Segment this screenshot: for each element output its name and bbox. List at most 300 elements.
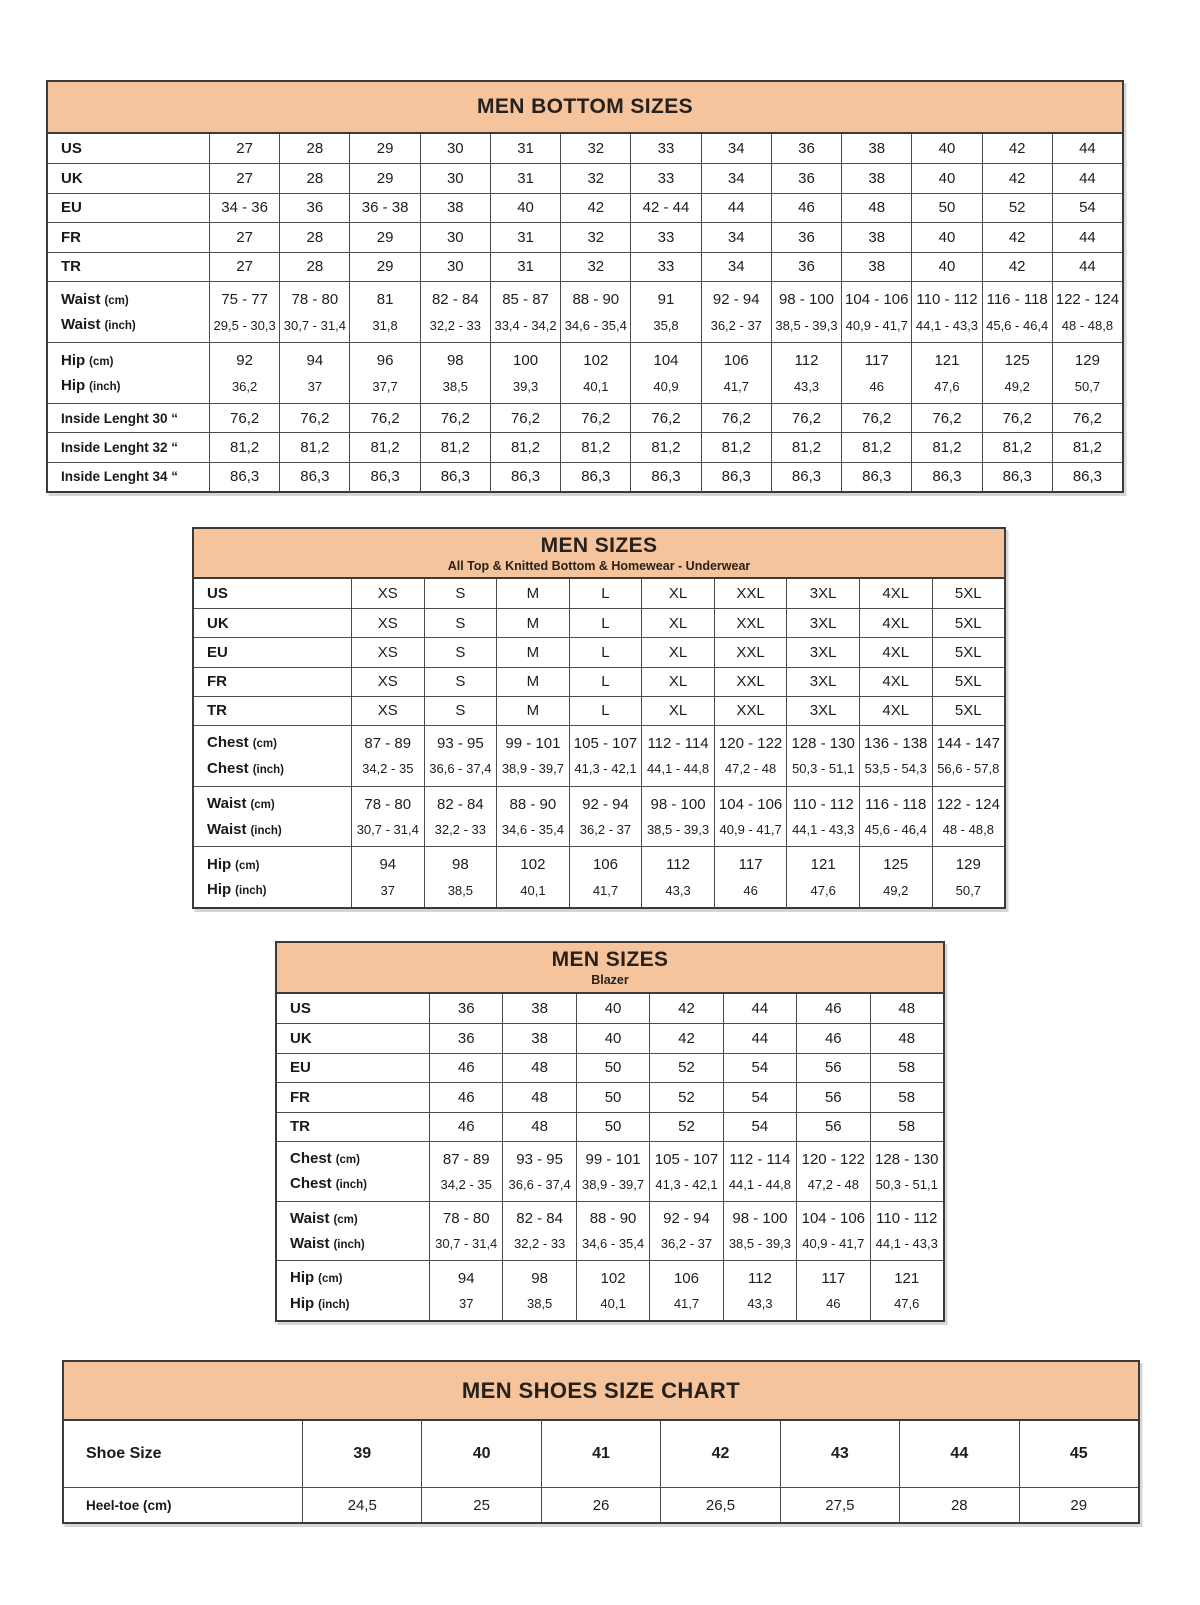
- size-value-cell: [496, 787, 569, 847]
- value-cm: 120 - 122: [801, 1150, 866, 1168]
- size-value-cell: 40: [911, 253, 981, 281]
- men-sizes-top-table: [192, 527, 1006, 909]
- value-inch: 38,5 - 39,3: [728, 1236, 791, 1252]
- size-value-cell: 5XL: [932, 697, 1005, 725]
- size-value-cell: [502, 1202, 575, 1261]
- value-cm: 110 - 112: [876, 1210, 938, 1228]
- size-value-cell: 36: [429, 1024, 502, 1052]
- row-label-line: [290, 1210, 358, 1227]
- row-label-unit: (inch): [252, 764, 284, 776]
- size-value-cell: 4XL: [859, 579, 932, 608]
- size-value-cell: 34: [701, 223, 771, 251]
- size-value-cell: 39: [302, 1421, 421, 1487]
- value-inch: 34,6 - 35,4: [581, 1236, 645, 1252]
- value-inch: 39,3: [512, 378, 539, 394]
- value-inch: 41,3 - 42,1: [655, 1176, 718, 1192]
- size-value-cell: 36: [771, 253, 841, 281]
- value-cm: 117: [821, 1270, 846, 1287]
- size-value-cell: 48: [870, 994, 943, 1023]
- row-label-unit: (inch): [89, 381, 121, 394]
- size-value-cell: 86,3: [701, 463, 771, 491]
- table-row: [277, 1201, 943, 1261]
- size-value-cell: 44: [723, 1024, 796, 1052]
- row-label-line: [290, 1295, 349, 1312]
- size-value-cell: [841, 343, 911, 403]
- value-cm: 120 - 122: [718, 735, 783, 753]
- table-row: [194, 667, 1004, 696]
- row-label: [277, 1261, 429, 1320]
- row-label-text: Waist: [290, 1234, 330, 1252]
- row-label: [48, 164, 209, 192]
- table-row: [277, 1112, 943, 1141]
- row-label-line: [290, 1269, 342, 1286]
- row-label-line: [207, 734, 277, 751]
- size-value-cell: 54: [723, 1083, 796, 1111]
- size-value-cell: 76,2: [560, 404, 630, 432]
- size-value-cell: 86,3: [349, 463, 419, 491]
- value-inch: 47,2 - 48: [807, 1176, 859, 1192]
- row-label: [48, 134, 209, 163]
- size-value-cell: [649, 1142, 722, 1201]
- size-value-cell: [786, 847, 859, 907]
- size-value-cell: 42: [982, 253, 1052, 281]
- size-value-cell: 44: [723, 994, 796, 1023]
- row-label: [48, 223, 209, 251]
- size-value-cell: [576, 1261, 649, 1320]
- value-cm: 129: [1074, 352, 1100, 370]
- value-inch: 40,1: [583, 378, 609, 394]
- size-value-cell: [911, 282, 981, 342]
- size-value-cell: 76,2: [911, 404, 981, 432]
- value-inch: 40,9 - 41,7: [719, 821, 782, 837]
- size-value-cell: 40: [911, 223, 981, 251]
- size-value-cell: 3XL: [786, 697, 859, 725]
- table-row: [194, 846, 1004, 907]
- value-cm: 110 - 112: [792, 795, 854, 813]
- size-value-cell: 58: [870, 1113, 943, 1141]
- size-value-cell: [911, 343, 981, 403]
- row-label-text: EU: [61, 199, 82, 217]
- value-cm: 85 - 87: [502, 291, 549, 309]
- size-value-cell: 30: [420, 134, 490, 163]
- size-value-cell: M: [496, 668, 569, 696]
- value-cm: 82 - 84: [431, 291, 479, 309]
- size-value-cell: 42: [560, 194, 630, 222]
- value-inch: 37,7: [372, 378, 398, 394]
- table-row: [48, 252, 1122, 281]
- table-header-band: [64, 1362, 1138, 1421]
- value-inch: 56,6 - 57,8: [937, 761, 1000, 777]
- size-value-cell: 56: [796, 1083, 869, 1111]
- size-value-cell: 81,2: [560, 433, 630, 461]
- size-value-cell: S: [424, 638, 497, 666]
- size-value-cell: [502, 1142, 575, 1201]
- table-title: MEN SIZES: [540, 533, 658, 557]
- value-inch: 37: [307, 378, 323, 394]
- size-value-cell: M: [496, 638, 569, 666]
- size-value-cell: [630, 282, 700, 342]
- size-value-cell: 86,3: [630, 463, 700, 491]
- table-row: [194, 579, 1004, 608]
- row-label-text: FR: [61, 228, 81, 246]
- value-inch: 34,6 - 35,4: [501, 821, 564, 837]
- row-label: [277, 1054, 429, 1082]
- size-value-cell: [859, 787, 932, 847]
- row-label-text: Waist: [290, 1209, 330, 1227]
- size-value-cell: [351, 787, 424, 847]
- size-value-cell: 29: [349, 134, 419, 163]
- value-cm: 104 - 106: [845, 291, 909, 309]
- size-value-cell: [870, 1202, 943, 1261]
- value-cm: 98 - 100: [778, 291, 835, 309]
- size-value-cell: S: [424, 579, 497, 608]
- value-cm: 105 - 107: [654, 1150, 719, 1168]
- row-label: [194, 668, 351, 696]
- size-value-cell: XS: [351, 638, 424, 666]
- size-value-cell: 28: [279, 223, 349, 251]
- size-value-cell: [424, 847, 497, 907]
- value-inch: 50,7: [955, 882, 981, 898]
- size-value-cell: 81,2: [982, 433, 1052, 461]
- row-label-text: Inside Lenght 32 “: [61, 440, 179, 456]
- table-header-band: [48, 82, 1122, 134]
- value-inch: 38,5: [447, 882, 473, 898]
- value-inch: 36,6 - 37,4: [508, 1176, 571, 1192]
- size-value-cell: [723, 1142, 796, 1201]
- value-inch: 41,7: [592, 882, 619, 898]
- size-value-cell: [859, 726, 932, 786]
- size-value-cell: 81,2: [841, 433, 911, 461]
- value-inch: 41,3 - 42,1: [574, 761, 637, 777]
- row-label-text: Chest: [207, 734, 249, 752]
- value-cm: 102: [600, 1270, 626, 1287]
- size-value-cell: 81,2: [420, 433, 490, 461]
- value-inch: 36,2: [231, 378, 258, 394]
- value-cm: 125: [1004, 352, 1030, 370]
- size-value-cell: 76,2: [771, 404, 841, 432]
- size-value-cell: 44: [1052, 223, 1122, 251]
- value-cm: 104 - 106: [801, 1210, 866, 1228]
- size-value-cell: 33: [630, 134, 700, 163]
- size-value-cell: [569, 847, 642, 907]
- value-cm: 117: [738, 856, 763, 874]
- value-cm: 78 - 80: [291, 291, 339, 309]
- value-cm: 121: [810, 856, 836, 874]
- value-inch: 48 - 48,8: [1061, 317, 1114, 333]
- size-value-cell: 5XL: [932, 638, 1005, 666]
- row-label: [64, 1421, 302, 1487]
- row-label-line: [61, 352, 113, 369]
- size-value-cell: 36: [771, 134, 841, 163]
- value-inch: 44,1 - 43,3: [875, 1236, 938, 1252]
- row-label-line: [207, 821, 282, 838]
- value-cm: 116 - 118: [865, 795, 927, 813]
- row-label-text: UK: [61, 170, 83, 188]
- value-cm: 93 - 95: [516, 1150, 563, 1168]
- size-value-cell: 38: [841, 134, 911, 163]
- value-inch: 48 - 48,8: [942, 821, 994, 837]
- size-value-cell: 86,3: [841, 463, 911, 491]
- size-value-cell: [351, 726, 424, 786]
- value-inch: 40,1: [520, 882, 546, 898]
- size-value-cell: [209, 282, 279, 342]
- size-value-cell: 86,3: [771, 463, 841, 491]
- size-value-cell: 50: [576, 1054, 649, 1082]
- size-value-cell: 5XL: [932, 668, 1005, 696]
- value-inch: 36,2 - 37: [660, 1236, 713, 1252]
- size-value-cell: 33: [630, 253, 700, 281]
- value-inch: 38,5: [526, 1295, 553, 1311]
- value-cm: 98: [531, 1270, 548, 1287]
- value-cm: 91: [657, 291, 675, 309]
- size-value-cell: 45: [1019, 1421, 1138, 1487]
- value-inch: 34,2 - 35: [440, 1176, 492, 1192]
- value-inch: 50,3 - 51,1: [875, 1176, 938, 1192]
- size-value-cell: [560, 282, 630, 342]
- row-label-text: Chest: [290, 1150, 332, 1168]
- row-label: [48, 404, 209, 432]
- size-value-cell: 33: [630, 164, 700, 192]
- value-cm: 81: [376, 291, 394, 309]
- size-value-cell: 76,2: [279, 404, 349, 432]
- size-value-cell: S: [424, 668, 497, 696]
- value-inch: 38,5 - 39,3: [646, 821, 710, 837]
- value-cm: 87 - 89: [364, 735, 412, 753]
- value-cm: 129: [955, 856, 981, 874]
- value-inch: 34,6 - 35,4: [564, 317, 627, 333]
- size-value-cell: 30: [420, 223, 490, 251]
- table-row: [48, 134, 1122, 163]
- size-value-cell: [796, 1202, 869, 1261]
- value-inch: 40,9 - 41,7: [802, 1236, 865, 1252]
- size-value-cell: 38: [841, 253, 911, 281]
- value-cm: 88 - 90: [509, 795, 557, 813]
- size-value-cell: [502, 1261, 575, 1320]
- value-cm: 122 - 124: [936, 795, 1000, 813]
- size-value-cell: 34: [701, 134, 771, 163]
- value-inch: 37: [458, 1295, 474, 1311]
- row-label: [194, 579, 351, 608]
- value-inch: 38,9 - 39,7: [581, 1176, 645, 1192]
- table-row: [194, 608, 1004, 637]
- size-value-cell: 29: [349, 223, 419, 251]
- size-value-cell: 27: [209, 253, 279, 281]
- size-value-cell: XXL: [714, 609, 787, 637]
- size-value-cell: 46: [771, 194, 841, 222]
- size-value-cell: 76,2: [420, 404, 490, 432]
- size-value-cell: 86,3: [420, 463, 490, 491]
- size-value-cell: 3XL: [786, 609, 859, 637]
- men-bottom-sizes-table: [46, 80, 1124, 493]
- row-label: [64, 1488, 302, 1522]
- row-label: [194, 787, 351, 847]
- size-value-cell: L: [569, 668, 642, 696]
- size-value-cell: 54: [723, 1113, 796, 1141]
- row-label-unit: (cm): [89, 355, 114, 368]
- size-value-cell: 76,2: [982, 404, 1052, 432]
- size-value-cell: 26,5: [660, 1488, 779, 1522]
- size-value-cell: 36 - 38: [349, 194, 419, 222]
- row-label-unit: (inch): [333, 1238, 365, 1251]
- value-cm: 99 - 101: [585, 1150, 641, 1168]
- size-value-cell: 28: [899, 1488, 1018, 1522]
- size-value-cell: M: [496, 697, 569, 725]
- value-cm: 92 - 94: [663, 1210, 710, 1228]
- size-value-cell: [723, 1202, 796, 1261]
- row-label-line: [207, 856, 259, 873]
- size-value-cell: 81,2: [1052, 433, 1122, 461]
- size-value-cell: 30: [420, 253, 490, 281]
- size-value-cell: 27: [209, 134, 279, 163]
- table-row: [48, 342, 1122, 403]
- size-value-cell: [870, 1261, 943, 1320]
- size-value-cell: 36: [279, 194, 349, 222]
- size-value-cell: 5XL: [932, 609, 1005, 637]
- row-label: [48, 194, 209, 222]
- size-value-cell: [630, 343, 700, 403]
- row-label: [48, 463, 209, 491]
- size-value-cell: 50: [576, 1083, 649, 1111]
- row-label-text: UK: [207, 614, 229, 632]
- size-value-cell: [771, 343, 841, 403]
- row-label-unit: (inch): [335, 1179, 367, 1192]
- size-value-cell: 40: [911, 164, 981, 192]
- table-row: [48, 432, 1122, 461]
- size-value-cell: 36: [771, 223, 841, 251]
- size-value-cell: M: [496, 609, 569, 637]
- value-cm: 78 - 80: [442, 1210, 490, 1228]
- size-value-cell: 43: [780, 1421, 899, 1487]
- row-label-unit: (inch): [250, 824, 282, 837]
- size-value-cell: 28: [279, 134, 349, 163]
- size-value-cell: [701, 282, 771, 342]
- size-value-cell: 24,5: [302, 1488, 421, 1522]
- size-value-cell: [641, 847, 714, 907]
- value-cm: 112 - 114: [729, 1150, 791, 1168]
- value-cm: 96: [376, 352, 394, 370]
- value-inch: 30,7 - 31,4: [435, 1236, 498, 1252]
- value-inch: 44,1 - 43,3: [915, 317, 979, 333]
- size-value-cell: 38: [502, 1024, 575, 1052]
- size-value-cell: [714, 726, 787, 786]
- row-label: [194, 697, 351, 725]
- value-cm: 112: [794, 352, 819, 370]
- table-row: [194, 696, 1004, 725]
- size-value-cell: 52: [649, 1054, 722, 1082]
- value-cm: 82 - 84: [436, 795, 484, 813]
- size-value-cell: 38: [420, 194, 490, 222]
- size-value-cell: 42: [982, 164, 1052, 192]
- size-value-cell: [786, 726, 859, 786]
- row-label: [194, 609, 351, 637]
- size-value-cell: 76,2: [349, 404, 419, 432]
- row-label-text: Waist: [207, 820, 247, 838]
- size-value-cell: [279, 282, 349, 342]
- size-value-cell: 52: [982, 194, 1052, 222]
- size-value-cell: 34: [701, 253, 771, 281]
- size-value-cell: 86,3: [490, 463, 560, 491]
- size-value-cell: 52: [649, 1083, 722, 1111]
- size-value-cell: 36: [429, 994, 502, 1023]
- size-value-cell: 48: [502, 1113, 575, 1141]
- size-value-cell: [569, 726, 642, 786]
- row-label-text: Waist: [61, 316, 101, 334]
- value-inch: 40,1: [600, 1295, 626, 1311]
- table-row: [194, 725, 1004, 786]
- value-inch: 36,6 - 37,4: [429, 761, 492, 777]
- size-value-cell: [841, 282, 911, 342]
- size-value-cell: [279, 343, 349, 403]
- value-inch: 46: [869, 378, 884, 394]
- row-label-text: FR: [207, 673, 227, 691]
- value-inch: 41,7: [723, 378, 749, 394]
- row-label-text: Waist: [207, 795, 247, 813]
- row-label-line: [61, 291, 129, 308]
- size-value-cell: 46: [429, 1113, 502, 1141]
- value-cm: 122 - 124: [1055, 291, 1120, 309]
- table-row: [64, 1421, 1138, 1487]
- size-value-cell: 86,3: [982, 463, 1052, 491]
- size-value-cell: 81,2: [911, 433, 981, 461]
- size-value-cell: XL: [641, 668, 714, 696]
- table-subtitle: All Top & Knitted Bottom & Homewear - Underwear: [447, 558, 751, 573]
- size-value-cell: [786, 787, 859, 847]
- size-value-cell: 40: [490, 194, 560, 222]
- size-value-cell: [641, 787, 714, 847]
- table-row: [48, 462, 1122, 491]
- size-value-cell: XL: [641, 638, 714, 666]
- value-inch: 31,8: [372, 317, 398, 333]
- size-value-cell: [1052, 282, 1122, 342]
- size-value-cell: 44: [701, 194, 771, 222]
- size-value-cell: [349, 282, 419, 342]
- size-value-cell: 76,2: [841, 404, 911, 432]
- size-value-cell: 46: [796, 1024, 869, 1052]
- row-label: [48, 282, 209, 342]
- size-value-cell: 28: [279, 253, 349, 281]
- row-label: [277, 1024, 429, 1052]
- value-inch: 32,2 - 33: [513, 1236, 566, 1252]
- size-value-cell: L: [569, 579, 642, 608]
- size-value-cell: 44: [1052, 253, 1122, 281]
- size-value-cell: [1052, 343, 1122, 403]
- size-value-cell: [429, 1261, 502, 1320]
- value-cm: 93 - 95: [436, 735, 484, 753]
- size-value-cell: 44: [899, 1421, 1018, 1487]
- row-label-line: [290, 1175, 367, 1192]
- row-label-text: TR: [207, 702, 227, 720]
- size-value-cell: [349, 343, 419, 403]
- value-inch: 38,9 - 39,7: [501, 761, 564, 777]
- table-row: [277, 994, 943, 1023]
- value-inch: 35,8: [653, 317, 679, 333]
- size-value-cell: XXL: [714, 579, 787, 608]
- value-inch: 44,1 - 44,8: [646, 761, 710, 777]
- row-label-unit: (cm): [335, 1154, 360, 1167]
- size-value-cell: 36: [771, 164, 841, 192]
- row-label-text: Inside Lenght 34 “: [61, 469, 179, 485]
- value-inch: 44,1 - 44,8: [728, 1176, 791, 1192]
- size-value-cell: 56: [796, 1113, 869, 1141]
- size-value-cell: [982, 343, 1052, 403]
- size-value-cell: [649, 1261, 722, 1320]
- table-row: [48, 403, 1122, 432]
- size-value-cell: 58: [870, 1083, 943, 1111]
- size-value-cell: [859, 847, 932, 907]
- row-label-text: Hip: [207, 881, 232, 899]
- table-title: MEN SIZES: [551, 948, 669, 971]
- size-value-cell: [723, 1261, 796, 1320]
